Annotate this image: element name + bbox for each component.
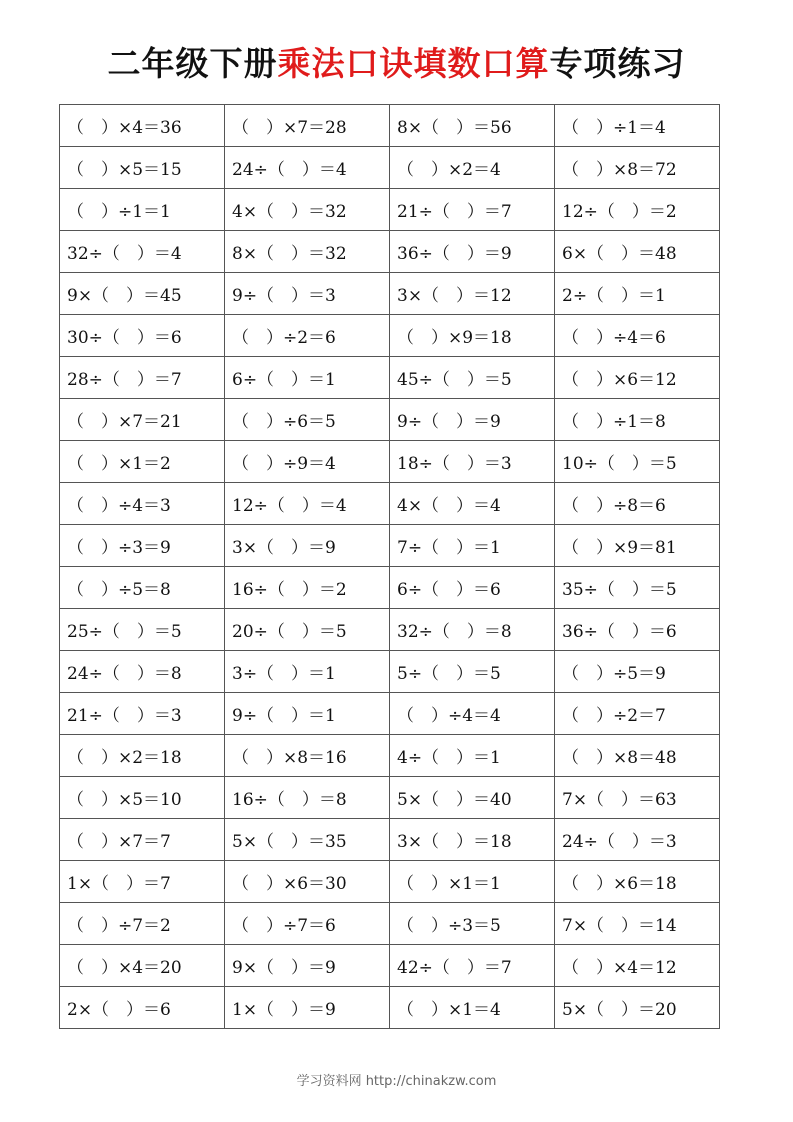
table-row — [60, 903, 720, 945]
exercise-cell: （ ）×6＝12 — [555, 357, 720, 399]
exercise-cell: （ ）×5＝10 — [60, 777, 225, 819]
exercise-cell: （ ）×5＝15 — [60, 147, 225, 189]
exercise-cell: （ ）×7＝7 — [60, 819, 225, 861]
exercise-cell: （ ）×1＝4 — [390, 987, 555, 1029]
exercise-cell: 9×（ ）＝45 — [60, 273, 225, 315]
exercise-table-body — [60, 105, 720, 1029]
exercise-cell: （ ）÷7＝6 — [225, 903, 390, 945]
exercise-cell: （ ）×8＝16 — [225, 735, 390, 777]
exercise-cell: 25÷（ ）＝5 — [60, 609, 225, 651]
exercise-cell: （ ）÷3＝5 — [390, 903, 555, 945]
exercise-cell: 7×（ ）＝63 — [555, 777, 720, 819]
exercise-cell: 6÷（ ）＝1 — [225, 357, 390, 399]
exercise-cell: 8×（ ）＝32 — [225, 231, 390, 273]
exercise-cell: （ ）÷9＝4 — [225, 441, 390, 483]
table-row — [60, 651, 720, 693]
exercise-cell: 2÷（ ）＝1 — [555, 273, 720, 315]
exercise-cell: 12÷（ ）＝4 — [225, 483, 390, 525]
table-row — [60, 777, 720, 819]
exercise-cell: （ ）×7＝21 — [60, 399, 225, 441]
exercise-cell: 7÷（ ）＝1 — [390, 525, 555, 567]
exercise-cell: （ ）×8＝48 — [555, 735, 720, 777]
exercise-cell: 9÷（ ）＝1 — [225, 693, 390, 735]
exercise-cell: （ ）×4＝20 — [60, 945, 225, 987]
table-row — [60, 273, 720, 315]
exercise-cell: （ ）×4＝12 — [555, 945, 720, 987]
table-row — [60, 861, 720, 903]
exercise-cell: 4×（ ）＝4 — [390, 483, 555, 525]
exercise-cell: 20÷（ ）＝5 — [225, 609, 390, 651]
exercise-cell: 4÷（ ）＝1 — [390, 735, 555, 777]
exercise-cell: 8×（ ）＝56 — [390, 105, 555, 147]
exercise-cell: 9×（ ）＝9 — [225, 945, 390, 987]
title-part-topic: 乘法口诀填数口算 — [277, 44, 550, 83]
exercise-cell: 5×（ ）＝20 — [555, 987, 720, 1029]
exercise-cell: （ ）×1＝2 — [60, 441, 225, 483]
exercise-cell: （ ）×7＝28 — [225, 105, 390, 147]
table-row — [60, 693, 720, 735]
exercise-cell: （ ）÷8＝6 — [555, 483, 720, 525]
exercise-cell: 4×（ ）＝32 — [225, 189, 390, 231]
exercise-cell: （ ）÷6＝5 — [225, 399, 390, 441]
exercise-cell: 5÷（ ）＝5 — [390, 651, 555, 693]
exercise-cell: （ ）×1＝1 — [390, 861, 555, 903]
exercise-cell: 6×（ ）＝48 — [555, 231, 720, 273]
exercise-cell: 12÷（ ）＝2 — [555, 189, 720, 231]
exercise-cell: （ ）÷5＝9 — [555, 651, 720, 693]
exercise-cell: 9÷（ ）＝3 — [225, 273, 390, 315]
exercise-cell: 3×（ ）＝12 — [390, 273, 555, 315]
title-part-practice: 专项练习 — [549, 44, 686, 83]
exercise-cell: （ ）÷2＝7 — [555, 693, 720, 735]
exercise-cell: 6÷（ ）＝6 — [390, 567, 555, 609]
exercise-cell: 5×（ ）＝35 — [225, 819, 390, 861]
exercise-cell: 32÷（ ）＝8 — [390, 609, 555, 651]
exercise-cell: 16÷（ ）＝8 — [225, 777, 390, 819]
exercise-cell: （ ）÷1＝8 — [555, 399, 720, 441]
exercise-cell: 28÷（ ）＝7 — [60, 357, 225, 399]
exercise-cell: 7×（ ）＝14 — [555, 903, 720, 945]
exercise-cell: （ ）×4＝36 — [60, 105, 225, 147]
exercise-cell: （ ）×6＝18 — [555, 861, 720, 903]
table-row — [60, 315, 720, 357]
title-part-grade: 二年级下册 — [107, 44, 278, 83]
exercise-cell: 18÷（ ）＝3 — [390, 441, 555, 483]
table-row — [60, 441, 720, 483]
exercise-cell: 2×（ ）＝6 — [60, 987, 225, 1029]
footer-watermark: 学习资料网 http://chinakzw.com — [296, 1074, 497, 1089]
exercise-cell: 24÷（ ）＝8 — [60, 651, 225, 693]
exercise-cell: 9÷（ ）＝9 — [390, 399, 555, 441]
exercise-cell: 32÷（ ）＝4 — [60, 231, 225, 273]
table-row — [60, 189, 720, 231]
exercise-cell: （ ）÷4＝4 — [390, 693, 555, 735]
page-title — [0, 40, 793, 88]
exercise-cell: （ ）÷4＝3 — [60, 483, 225, 525]
table-row — [60, 945, 720, 987]
exercise-cell: （ ）×8＝72 — [555, 147, 720, 189]
table-row — [60, 231, 720, 273]
exercise-cell: 36÷（ ）＝6 — [555, 609, 720, 651]
exercise-cell: （ ）÷4＝6 — [555, 315, 720, 357]
exercise-cell: 5×（ ）＝40 — [390, 777, 555, 819]
exercise-cell: 1×（ ）＝9 — [225, 987, 390, 1029]
exercise-cell: 24÷（ ）＝3 — [555, 819, 720, 861]
exercise-table — [59, 104, 720, 1029]
exercise-cell: 1×（ ）＝7 — [60, 861, 225, 903]
exercise-cell: 21÷（ ）＝7 — [390, 189, 555, 231]
table-row — [60, 525, 720, 567]
exercise-cell: 45÷（ ）＝5 — [390, 357, 555, 399]
table-row — [60, 987, 720, 1029]
table-row — [60, 357, 720, 399]
exercise-cell: 3÷（ ）＝1 — [225, 651, 390, 693]
exercise-cell: 35÷（ ）＝5 — [555, 567, 720, 609]
table-row — [60, 105, 720, 147]
exercise-cell: 21÷（ ）＝3 — [60, 693, 225, 735]
exercise-cell: 16÷（ ）＝2 — [225, 567, 390, 609]
exercise-cell: （ ）×9＝81 — [555, 525, 720, 567]
exercise-cell: （ ）×9＝18 — [390, 315, 555, 357]
exercise-cell: 3×（ ）＝18 — [390, 819, 555, 861]
exercise-cell: 24÷（ ）＝4 — [225, 147, 390, 189]
table-row — [60, 147, 720, 189]
table-row — [60, 399, 720, 441]
exercise-cell: 42÷（ ）＝7 — [390, 945, 555, 987]
table-row — [60, 567, 720, 609]
exercise-cell: （ ）×2＝4 — [390, 147, 555, 189]
exercise-cell: （ ）÷7＝2 — [60, 903, 225, 945]
exercise-cell: 3×（ ）＝9 — [225, 525, 390, 567]
table-row — [60, 735, 720, 777]
exercise-cell: （ ）÷5＝8 — [60, 567, 225, 609]
exercise-cell: 10÷（ ）＝5 — [555, 441, 720, 483]
exercise-cell: 30÷（ ）＝6 — [60, 315, 225, 357]
exercise-cell: （ ）÷1＝4 — [555, 105, 720, 147]
exercise-cell: （ ）÷3＝9 — [60, 525, 225, 567]
exercise-cell: （ ）×6＝30 — [225, 861, 390, 903]
exercise-cell: 36÷（ ）＝9 — [390, 231, 555, 273]
table-row — [60, 819, 720, 861]
table-row — [60, 483, 720, 525]
exercise-cell: （ ）×2＝18 — [60, 735, 225, 777]
exercise-cell: （ ）÷2＝6 — [225, 315, 390, 357]
table-row — [60, 609, 720, 651]
exercise-cell: （ ）÷1＝1 — [60, 189, 225, 231]
